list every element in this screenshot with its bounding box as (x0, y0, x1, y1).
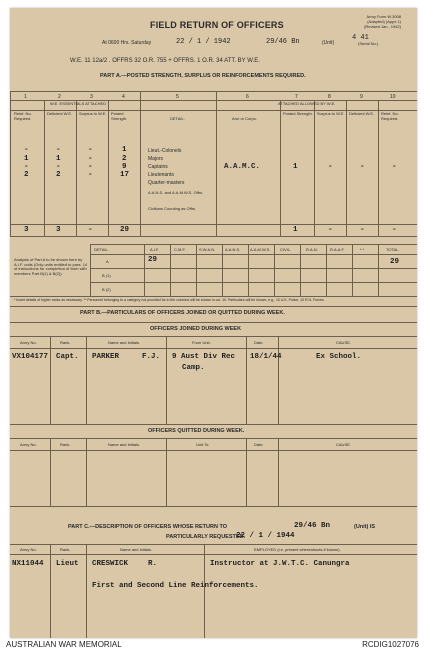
rank-lt-col: Lieut.-Colonels (148, 148, 182, 154)
joined-title: OFFICERS JOINED DURING WEEK (150, 326, 242, 332)
rank-captain: Captains (148, 164, 168, 170)
part-c-date: 22 / 1 / 1944 (236, 532, 295, 540)
joined-army-no: VX104177 (12, 353, 49, 361)
footer-source: AUSTRALIAN WAR MEMORIAL (6, 640, 122, 649)
joined-cause: Ex School. (316, 353, 362, 361)
rank-civilian: Civilians Counting as Offrs. (148, 206, 197, 211)
serial-value: 4 41 (352, 34, 369, 42)
group-left-heading: W.E. ESSENTIALS ATTACHED (50, 101, 107, 106)
detail-total-value: 29 (390, 258, 400, 266)
rank-qm: Quarter-masters (148, 180, 185, 186)
hrs-label: At 0600 Hrs. Saturday (102, 40, 152, 46)
quitted-title: OFFICERS QUITTED DURING WEEK. (148, 428, 245, 434)
unit-label: (Unit) (322, 40, 335, 46)
part-c-heading: PART C.—DESCRIPTION OF OFFICERS WHOSE RETURN TO (68, 524, 227, 530)
detail-aif-value: 29 (148, 256, 158, 264)
joined-name: PARKER (92, 353, 120, 361)
part-c-note: First and Second Line Reinforcements. (92, 582, 259, 590)
part-c-unit: 29/46 Bn (294, 522, 331, 530)
rank-aans: A.A.N.S. and A.A.M.W.S. Offrs. (148, 190, 204, 195)
arm-value: A.A.M.C. (224, 163, 261, 171)
joined-unit-2: Camp. (182, 364, 205, 372)
group-right-heading: ATTACHED ALLOWED BY W.E. (278, 101, 336, 106)
footer-record-id: RCDIG1027076 (362, 640, 419, 649)
part-b-heading: PART B.—PARTICULARS OF OFFICERS JOINED OR QUITTED DURING WEEK. (80, 310, 285, 316)
part-c-army-no: NX11044 (12, 560, 44, 568)
hrs-date: 22 / 1 / 1942 (176, 38, 231, 46)
rank-major: Majors (148, 156, 164, 162)
analysis-note: Analysis of Part A to be shown here by A.I.F. units (Only units entitled to para. 14 of instructions for completion of form with members Part B(1) & B(2)). (14, 257, 88, 276)
footnotes: * Insert details of higher ranks as necessary. ** Personnel belonging to a category not provided for in the columns will be shown in col. 10. Particulars will be shown, e.g., 10 U.K. Police, 10 R.N. Forces. (14, 298, 325, 302)
part-c-rank: Lieut (56, 560, 79, 568)
part-c-initials: R. (148, 560, 158, 568)
joined-rank: Capt. (56, 353, 79, 361)
part-c-employed: Instructor at J.W.T.C. Canungra (210, 560, 350, 568)
rank-lieutenant: Lieutenants (148, 172, 174, 178)
form-reference: Army Form W.3008 (Adapted) (Appx 1) (Revised Jan., 1942) (364, 14, 401, 29)
part-c-name: CRESWICK (92, 560, 129, 568)
joined-unit: 9 Aust Div Rec (172, 353, 236, 361)
form-title: FIELD RETURN OF OFFICERS (150, 20, 284, 30)
joined-date: 18/1/44 (250, 353, 282, 361)
joined-initials: F.J. (142, 353, 161, 361)
serial-label: (Serial No.) (358, 41, 379, 46)
unit-value: 29/46 Bn (266, 38, 300, 46)
part-a-heading: PART A.—POSTED STRENGTH, SURPLUS OR REINFORCEMENTS REQUIRED. (100, 73, 306, 79)
form-sheet: Army Form W.3008 (Adapted) (Appx 1) (Revised Jan., 1942) FIELD RETURN OF OFFICERS At 0600 Hrs. Saturday 22 / 1 / 1942 29/46 Bn (Unit) 4 41 (Serial No.) W.E. 11 12a/2 . OFFRS 32 O.R. 755 + OFFRS. 1 O.R. 34 ATT. BY W.E. PART A.—POSTED STRENGTH, SURPLUS OR REINFORCEMENTS REQUIRED. 1 2 3 4 5 6 7 8 9 10 W.E. ESSENTIALS ATTACHED ATTACHED ALLOWED BY W.E. Reinf. No. Required. Deficient W.E. Surplus to W.E. Posted Strength. DETAIL. Arm or Corps. Posted Strength. Surplus to W.E. Deficient W.E. Reinf. No. Required. Lieut.-Colonels Majors Captains Lieutenants Quarter-masters A.A.N.S. and A.A.M.W.S. Offrs. Civilians Counting as Offrs. - - - 1 1 1 - 2 - - - 9 2 2 - 17 A.A.M.C. 1 - - - 3 3 - 29 1 - - - Analysis of Part A to be shown here by A.I.F. units (Only units entitled to para. 14 of instructions for completion of form with members Part B(1) & B(2)). DETAIL. A.I.F. C.M.F. S.W.A.N. A.A.N.S. A.A.M.W.S. CIVIL. R.A.N. R.A.A.F. * * TOTAL. A B (1) B (2) 29 29 * Insert details of higher ranks as necessary. ** Personnel belonging to a category not provided for in the columns will be shown in col. 10. Particulars will be shown, e.g., 10 U.K. Police, 10 R.N. Forces. PART B.—PARTICULARS OF OFFICERS JOINED OR QUITTED DURING WEEK. OFFICERS JOINED DURING WEEK Army No. Rank. Name and Initials. From Unit. Date. CAUSE. VX104177 Capt. PARKER F.J. 9 Aust Div Rec Camp. 18/1/44 Ex School. OFFICERS QUITTED DURING WEEK. Army No. Rank. Name and Initials. Unit To. Date. CAUSE. PART C.—DESCRIPTION OF OFFICERS WHOSE RETURN TO 29/46 Bn (Unit) IS PARTICULARLY REQUESTED. 22 / 1 / 1944 Army No. Rank. Name and Initials. EMPLOYED (i.e. present whereabouts if known). NX11044 Lieut CRESWICK R. Instructor at J.W.T.C. Canungra First and Second Line Reinforcements. (10, 8, 417, 638)
we-line: W.E. 11 12a/2 . OFFRS 32 O.R. 755 + OFFRS. 1 O.R. 34 ATT. BY W.E. (70, 58, 260, 64)
